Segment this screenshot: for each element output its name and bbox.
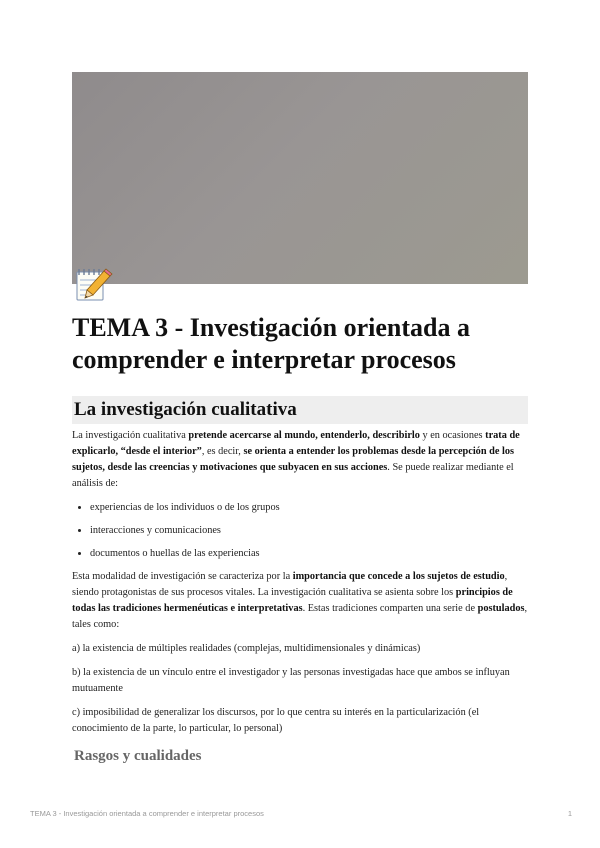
list-item: • experiencias de los individuos o de los grupos <box>90 500 530 516</box>
characteristics-paragraph: Esta modalidad de investigación se caracteriza por la importancia que concede a los sujetos de estudio, siendo protagonistas de sus procesos vitales. La investigación cualitativa se asienta sobre los principios de todas las tradiciones hermenéuticas e interpretativas. Estas tradiciones comparten una serie de postulados, tales como: <box>72 571 528 630</box>
footer-title: TEMA 3 - Investigación orientada a comprender e interpretar procesos <box>30 809 264 818</box>
page-footer <box>0 806 600 822</box>
section-content <box>72 428 530 745</box>
list-item: • interacciones y comunicaciones <box>90 523 530 539</box>
page-number: 1 <box>567 809 572 818</box>
notepad-pencil-icon <box>74 265 114 303</box>
header-banner-image <box>72 72 528 284</box>
analysis-list <box>72 500 530 562</box>
subsection-heading: Rasgos y cualidades <box>74 748 202 764</box>
list-item: • documentos o huellas de las experiencias <box>90 546 530 562</box>
postulado-item: a) la existencia de múltiples realidades (complejas, multidimensionales y dinámicas) <box>72 643 421 654</box>
intro-paragraph: La investigación cualitativa pretende acercarse al mundo, entenderlo, describirlo y en ocasiones trata de explicarlo, “desde el interior”, es decir, se orienta a entender los problemas desde la percepción de los sujetos, desde las creencias y motivaciones que subyacen en sus acciones. Se puede realizar mediante el análisis de: <box>72 430 520 489</box>
section-heading-bar <box>72 396 528 424</box>
postulado-item: b) la existencia de un vínculo entre el investigador y las personas investigadas hace que ambos se influyan mutuamente <box>72 667 510 694</box>
page-title: TEMA 3 - Investigación orientada a comprender e interpretar procesos <box>72 313 470 374</box>
section-heading: La investigación cualitativa <box>74 399 297 420</box>
postulado-item: c) imposibilidad de generalizar los discursos, por lo que centra su interés en la particularización (el conocimiento de la parte, lo particular, lo personal) <box>72 707 480 734</box>
